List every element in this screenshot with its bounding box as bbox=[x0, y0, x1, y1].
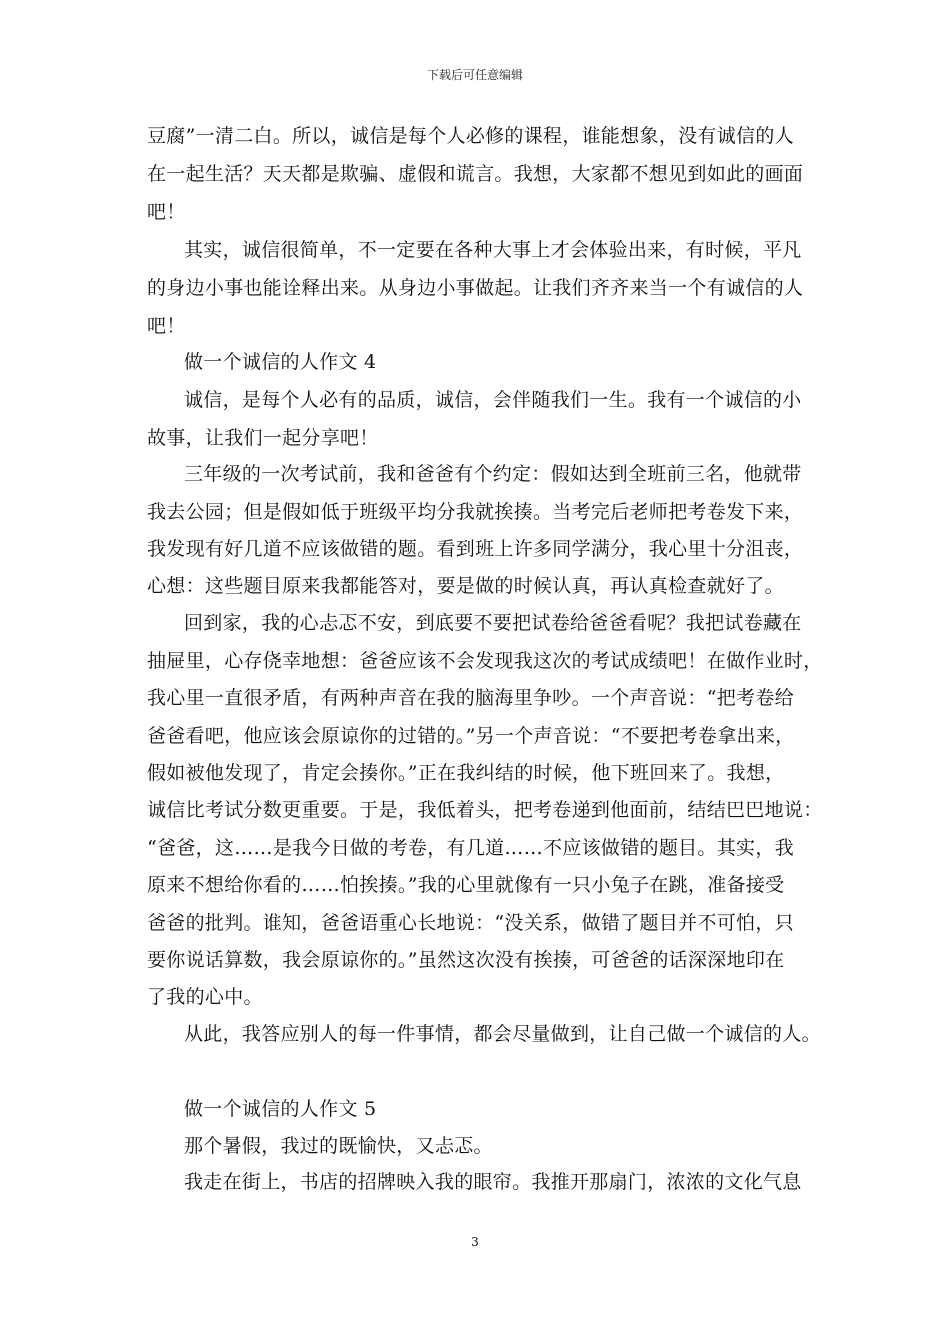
text-line: 其实，诚信很简单，不一定要在各种大事上才会体验出来，有时候，平凡 bbox=[184, 239, 802, 261]
text-line: 原来不想给你看的……怕挨揍。”我的心里就像有一只小兔子在跳，准备接受 bbox=[147, 874, 785, 896]
text-line: 我发现有好几道不应该做错的题。看到班上许多同学满分，我心里十分沮丧， bbox=[147, 538, 804, 560]
text-line: 我去公园；但是假如低于班级平均分我就挨揍。当考完后老师把考卷发下来， bbox=[147, 501, 804, 523]
section-heading: 做一个诚信的人作文 4 bbox=[184, 351, 377, 373]
text-line: 爸爸看吧，他应该会原谅你的过错的。”另一个声音说：“不要把考卷拿出来， bbox=[147, 725, 795, 747]
text-line: 心想：这些题目原来我都能答对，要是做的时候认真，再认真检查就好了。 bbox=[147, 575, 784, 597]
text-line: 诚信比考试分数更重要。于是，我低着头，把考卷递到他面前，结结巴巴地说： bbox=[147, 799, 823, 821]
text-line: 三年级的一次考试前，我和爸爸有个约定：假如达到全班前三名，他就带 bbox=[184, 463, 802, 485]
section-heading: 做一个诚信的人作文 5 bbox=[184, 1098, 377, 1120]
text-line: 在一起生活？天天都是欺骗、虚假和谎言。我想，大家都不想见到如此的画面 bbox=[147, 163, 804, 185]
text-line: 了我的心中。 bbox=[147, 986, 263, 1008]
text-line: 抽屉里，心存侥幸地想：爸爸应该不会发现我这次的考试成绩吧！在做作业时， bbox=[147, 650, 823, 672]
text-line: 我走在街上，书店的招牌映入我的眼帘。我推开那扇门，浓浓的文化气息 bbox=[184, 1171, 802, 1193]
text-line: 故事，让我们一起分享吧！ bbox=[147, 427, 379, 449]
text-line: 的身边小事也能诠释出来。从身边小事做起。让我们齐齐来当一个有诚信的人 bbox=[147, 277, 804, 299]
text-line: 从此，我答应别人的每一件事情，都会尽量做到，让自己做一个诚信的人。 bbox=[184, 1023, 821, 1045]
text-line: 吧！ bbox=[147, 201, 186, 223]
text-line: 那个暑假，我过的既愉快，又忐忑。 bbox=[184, 1135, 493, 1157]
text-line: 要你说话算数，我会原谅你的。”虽然这次没有挨揍，可爸爸的话深深地印在 bbox=[147, 949, 785, 971]
text-line: 诚信，是每个人必有的品质，诚信，会伴随我们一生。我有一个诚信的小 bbox=[184, 389, 802, 411]
text-line: 爸爸的批判。谁知，爸爸语重心长地说：“没关系，做错了题目并不可怕，只 bbox=[147, 912, 794, 934]
text-line: “爸爸，这……是我今日做的考卷，有几道……不应该做错的题目。其实，我 bbox=[147, 837, 794, 859]
text-line: 假如被他发现了，肯定会揍你。”正在我纠结的时候，他下班回来了。我想， bbox=[147, 762, 785, 784]
text-line: 豆腐”一清二白。所以，诚信是每个人必修的课程，谁能想象，没有诚信的人 bbox=[147, 125, 794, 147]
page-header: 下载后可任意编辑 bbox=[426, 68, 523, 82]
text-line: 我心里一直很矛盾，有两种声音在我的脑海里争吵。一个声音说：“把考卷给 bbox=[147, 687, 794, 709]
text-line: 回到家，我的心忐忑不安，到底要不要把试卷给爸爸看呢？我把试卷藏在 bbox=[184, 612, 802, 634]
page-number: 3 bbox=[471, 1235, 479, 1249]
text-line: 吧！ bbox=[147, 315, 186, 337]
